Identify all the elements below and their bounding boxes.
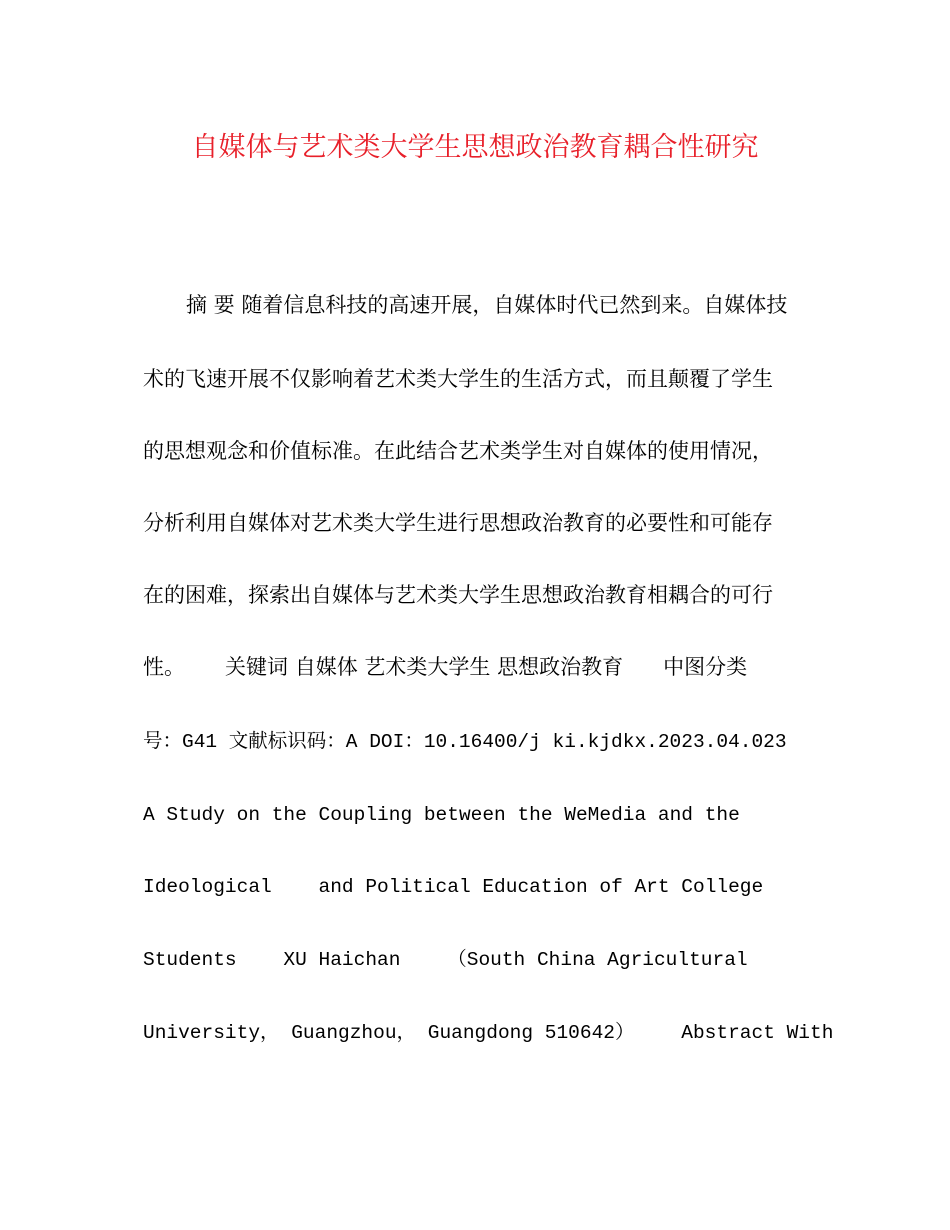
abstract-line-3: 的思想观念和价值标准。在此结合艺术类学生对自媒体的使用情况，: [143, 439, 773, 463]
english-title-line-2: Ideological and Political Education of Art College: [143, 876, 764, 898]
english-affiliation-line: University， Guangzhou， Guangdong 510642） Abstract With: [143, 1022, 834, 1044]
english-title-line-1: A Study on the Coupling between the WeMedia and the: [143, 804, 740, 826]
keywords-line: 性。 关键词 自媒体 艺术类大学生 思想政治教育 中图分类: [143, 655, 748, 679]
abstract-line-2: 术的飞速开展不仅影响着艺术类大学生的生活方式，而且颠覆了学生: [143, 367, 773, 391]
classification-line: 号：G41 文献标识码：A DOI：10.16400/j ki.kjdkx.2023.04.023: [143, 731, 787, 753]
abstract-line-5: 在的困难，探索出自媒体与艺术类大学生思想政治教育相耦合的可行: [143, 583, 773, 607]
abstract-line-1: 摘 要 随着信息科技的高速开展，自媒体时代已然到来。自媒体技: [186, 293, 788, 317]
abstract-line-4: 分析利用自媒体对艺术类大学生进行思想政治教育的必要性和可能存: [143, 511, 773, 535]
english-author-line: Students XU Haichan （South China Agricultural: [143, 949, 748, 971]
document-title: 自媒体与艺术类大学生思想政治教育耦合性研究: [191, 132, 759, 163]
